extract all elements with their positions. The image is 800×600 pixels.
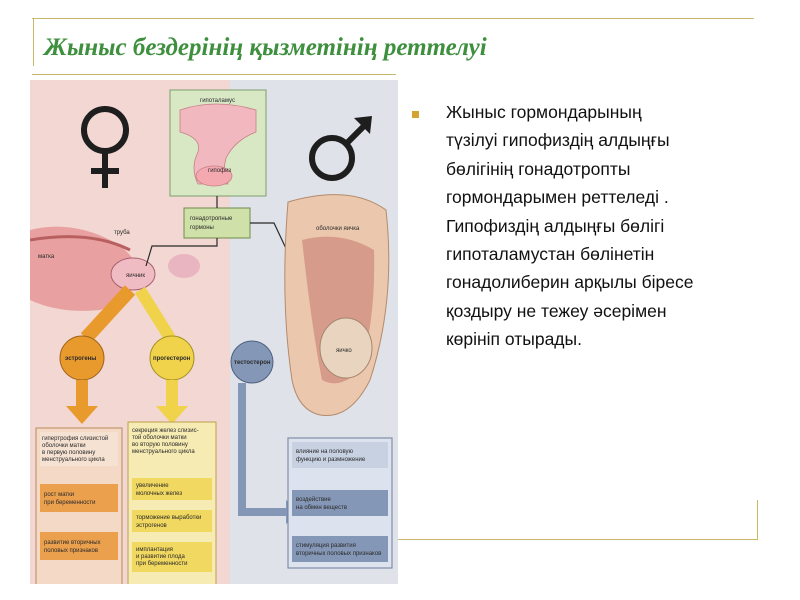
label-gonadotropic-2: гормоны [190,225,214,231]
estrogen-effect-1-line: менструального цикла [42,457,105,463]
label-testis-shell: оболочки яичка [316,226,360,232]
progesterone-effect-4-line: при беременности [136,561,188,567]
estrogen-effect-3-line: половых признаков [44,548,99,554]
testosterone-effect-1-line: влияние на половую [296,449,354,455]
estrogen-effect-3-line: развитие вторичных [44,540,101,546]
progesterone-effect-4-line: имплантация [136,547,173,553]
slide-title: Жыныс бездерінің қызметінің реттелуі [44,34,487,61]
paragraph-line: түзілуі гипофиздің алдыңғы [446,130,670,151]
progesterone-effect-1-line: секреция желез слизис- [132,428,199,434]
progesterone-effects [128,422,216,584]
label-testosterone: тестостерон [234,360,271,366]
label-ovary: яичник [126,273,146,279]
frame-title-underline [32,74,396,75]
testosterone-effect-3-line: стимуляция развития [296,543,356,549]
label-tube: труба [114,230,130,236]
progesterone-effect-1-line: той оболочки матки [132,435,187,441]
paragraph-line: Жыныс гормондарының [446,102,642,122]
paragraph-line: гонадолиберин арқылы біресе [446,272,694,293]
label-progesterone: прогестерон [153,356,191,362]
paragraph-line: гормондарымен реттеледі . [446,187,669,208]
progesterone-effect-2-line: увеличение [136,483,169,489]
label-pituitary: гипофиз [208,168,232,174]
frame-left-line [33,18,34,66]
progesterone-effect-4-line: и развитие плода [136,554,185,560]
label-hypothalamus: гипоталамус [200,98,235,104]
progesterone-effect-3-line: торможение выработки [136,515,202,521]
paragraph-line: Гипофиздің алдыңғы бөлігі [446,215,665,236]
paragraph-line: гипоталамустан бөлінетін [446,244,655,265]
estrogen-effect-1-line: в первую половину [42,450,96,456]
gonadotropic-box [184,208,250,238]
frame-bottom-line [398,539,758,540]
label-gonadotropic-1: гонадотропные [190,216,233,222]
paragraph-line: көрініп отырады. [446,329,582,350]
bullet-square-icon [412,111,419,118]
testosterone-effect-2-line: на обмен веществ [296,505,347,511]
label-estrogens: эстрогены [65,356,97,362]
frame-top-line [32,18,754,19]
estrogen-effect-1-line: гипертрофия слизистой [42,436,109,442]
progesterone-effect-1-line: менструального цикла [132,449,195,455]
estrogen-effect-2-line: рост матки [44,492,75,498]
paragraph-line: бөлігінің гонадотропты [446,158,631,179]
testosterone-effects [288,438,392,568]
progesterone-effect-1-line: во вторую половину [132,442,188,448]
estrogen-effect-1-line: оболочки матки [42,443,86,449]
frame-right-line [757,500,758,540]
testosterone-effect-2-line: воздействие [296,497,331,503]
testosterone-effect-3-line: вторичных половых признаков [296,551,382,557]
hormone-regulation-illustration [30,80,398,584]
hypothalamus-pituitary-panel [170,90,266,196]
progesterone-effect-2-line: молочных желез [136,491,183,497]
label-testis: яичко [336,348,352,354]
progesterone-effect-3-line: эстрогенов [136,523,167,529]
paragraph-line: қоздыру не тежеу әсерімен [446,300,667,321]
slide-paragraph [446,98,776,354]
label-uterus: матка [38,254,55,260]
testosterone-effect-1-line: функцию и размножение [296,457,366,463]
estrogen-effect-2-line: при беременности [44,500,96,506]
estrogen-effects [36,428,122,584]
